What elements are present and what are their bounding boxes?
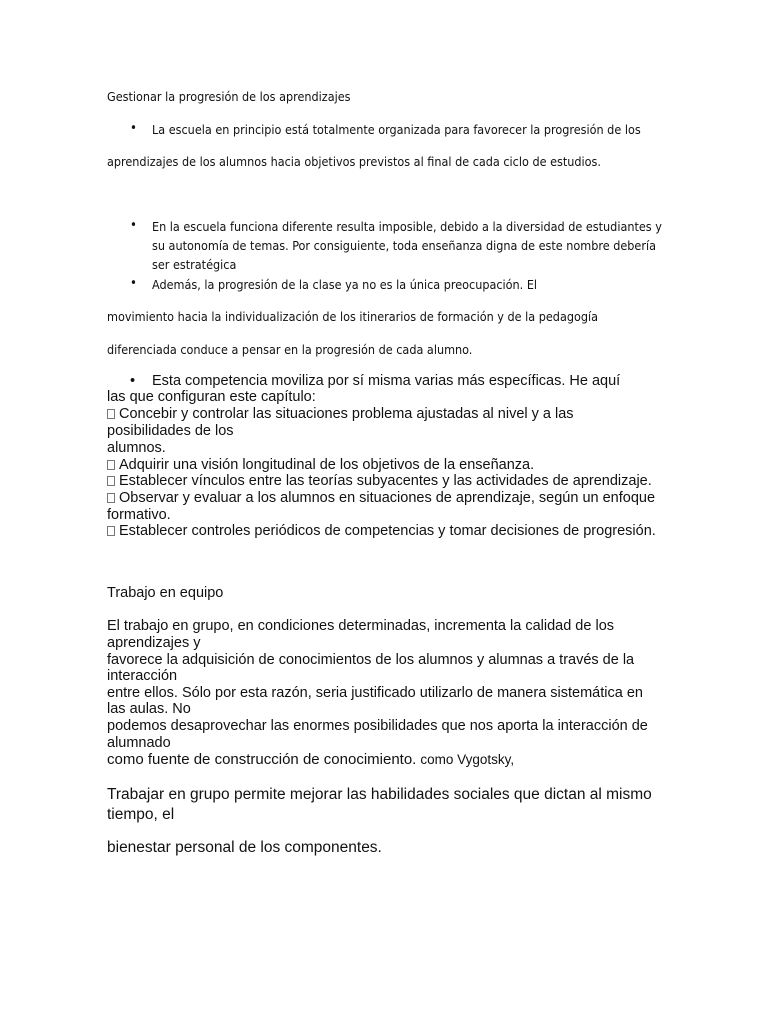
checkbox-glyph-icon xyxy=(107,493,115,503)
bullet-icon: • xyxy=(130,276,137,291)
item3: Establecer vínculos entre las teorías subyacentes y las actividades de aprendizaje. xyxy=(119,473,652,489)
section-heading-gestionar: Gestionar la progresión de los aprendizajes xyxy=(107,89,351,104)
list-item xyxy=(107,473,652,489)
competencia-line2: las que configuran este capítulo: xyxy=(107,389,316,405)
bullet-icon: • xyxy=(130,121,137,136)
item4-line1: Observar y evaluar a los alumnos en situaciones de aprendizaje, según un enfoque xyxy=(119,490,656,506)
bullet1-line2: aprendizajes de los alumnos hacia objetivos previstos al final de cada ciclo de estudios. xyxy=(107,154,601,169)
checkbox-glyph-icon xyxy=(107,409,115,419)
trabajo-line3: favorece la adquisición de conocimientos de los alumnos y alumnas a través de la xyxy=(107,652,635,668)
trabajo-line6: las aulas. No xyxy=(107,701,191,717)
trabajo-line1: El trabajo en grupo, en condiciones determinadas, incrementa la calidad de los xyxy=(107,618,615,634)
section-heading-trabajo: Trabajo en equipo xyxy=(107,585,224,601)
item2: Adquirir una visión longitudinal de los objetivos de la enseñanza. xyxy=(119,457,535,473)
item1-line2: posibilidades de los xyxy=(107,423,234,439)
trabajo-line8: alumnado xyxy=(107,735,171,751)
bullet2-line3: ser estratégica xyxy=(152,257,237,272)
item1-line3: alumnos. xyxy=(107,440,166,456)
competencia-line1: Esta competencia moviliza por sí misma varias más específicas. He aquí xyxy=(152,373,621,389)
bullet3-line1: Además, la progresión de la clase ya no es la única preocupación. El xyxy=(152,277,538,292)
bienestar-line: bienestar personal de los componentes. xyxy=(107,839,382,856)
item4-line2: formativo. xyxy=(107,507,171,523)
paragraph-line1: movimiento hacia la individualización de los itinerarios de formación y de la pedagogía xyxy=(107,309,599,324)
item5: Establecer controles periódicos de competencias y tomar decisiones de progresión. xyxy=(119,523,656,539)
trabajo-line9a: como fuente de construcción de conocimiento. xyxy=(107,751,417,768)
trabajo-line9b: como Vygotsky, xyxy=(420,752,515,767)
trabajar-line2: tiempo, el xyxy=(107,806,175,823)
list-item xyxy=(107,457,534,473)
bullet-icon: • xyxy=(130,218,137,233)
list-item xyxy=(107,490,655,506)
list-item xyxy=(107,406,574,422)
checkbox-glyph-icon xyxy=(107,460,115,470)
trabajo-line5: entre ellos. Sólo por esta razón, seria justificado utilizarlo de manera sistemática en xyxy=(107,685,643,701)
trabajo-line2: aprendizajes y xyxy=(107,635,201,651)
trabajar-line1: Trabajar en grupo permite mejorar las habilidades sociales que dictan al mismo xyxy=(107,786,652,803)
checkbox-glyph-icon xyxy=(107,476,115,486)
item1-line1: Concebir y controlar las situaciones problema ajustadas al nivel y a las xyxy=(119,406,574,422)
bullet2-line2: su autonomía de temas. Por consiguiente, toda enseñanza digna de este nombre debería xyxy=(152,238,656,253)
trabajo-line9 xyxy=(107,751,514,769)
trabajo-line7: podemos desaprovechar las enormes posibilidades que nos aporta la interacción de xyxy=(107,718,648,734)
bullet-icon: • xyxy=(130,373,136,389)
bullet1-line1: La escuela en principio está totalmente organizada para favorecer la progresión de los xyxy=(152,122,641,137)
paragraph-line2: diferenciada conduce a pensar en la progresión de cada alumno. xyxy=(107,342,473,357)
checkbox-glyph-icon xyxy=(107,526,115,536)
list-item xyxy=(107,523,656,539)
bullet2-line1: En la escuela funciona diferente resulta imposible, debido a la diversidad de estudiantes y xyxy=(152,219,662,234)
trabajo-line4: interacción xyxy=(107,668,178,684)
